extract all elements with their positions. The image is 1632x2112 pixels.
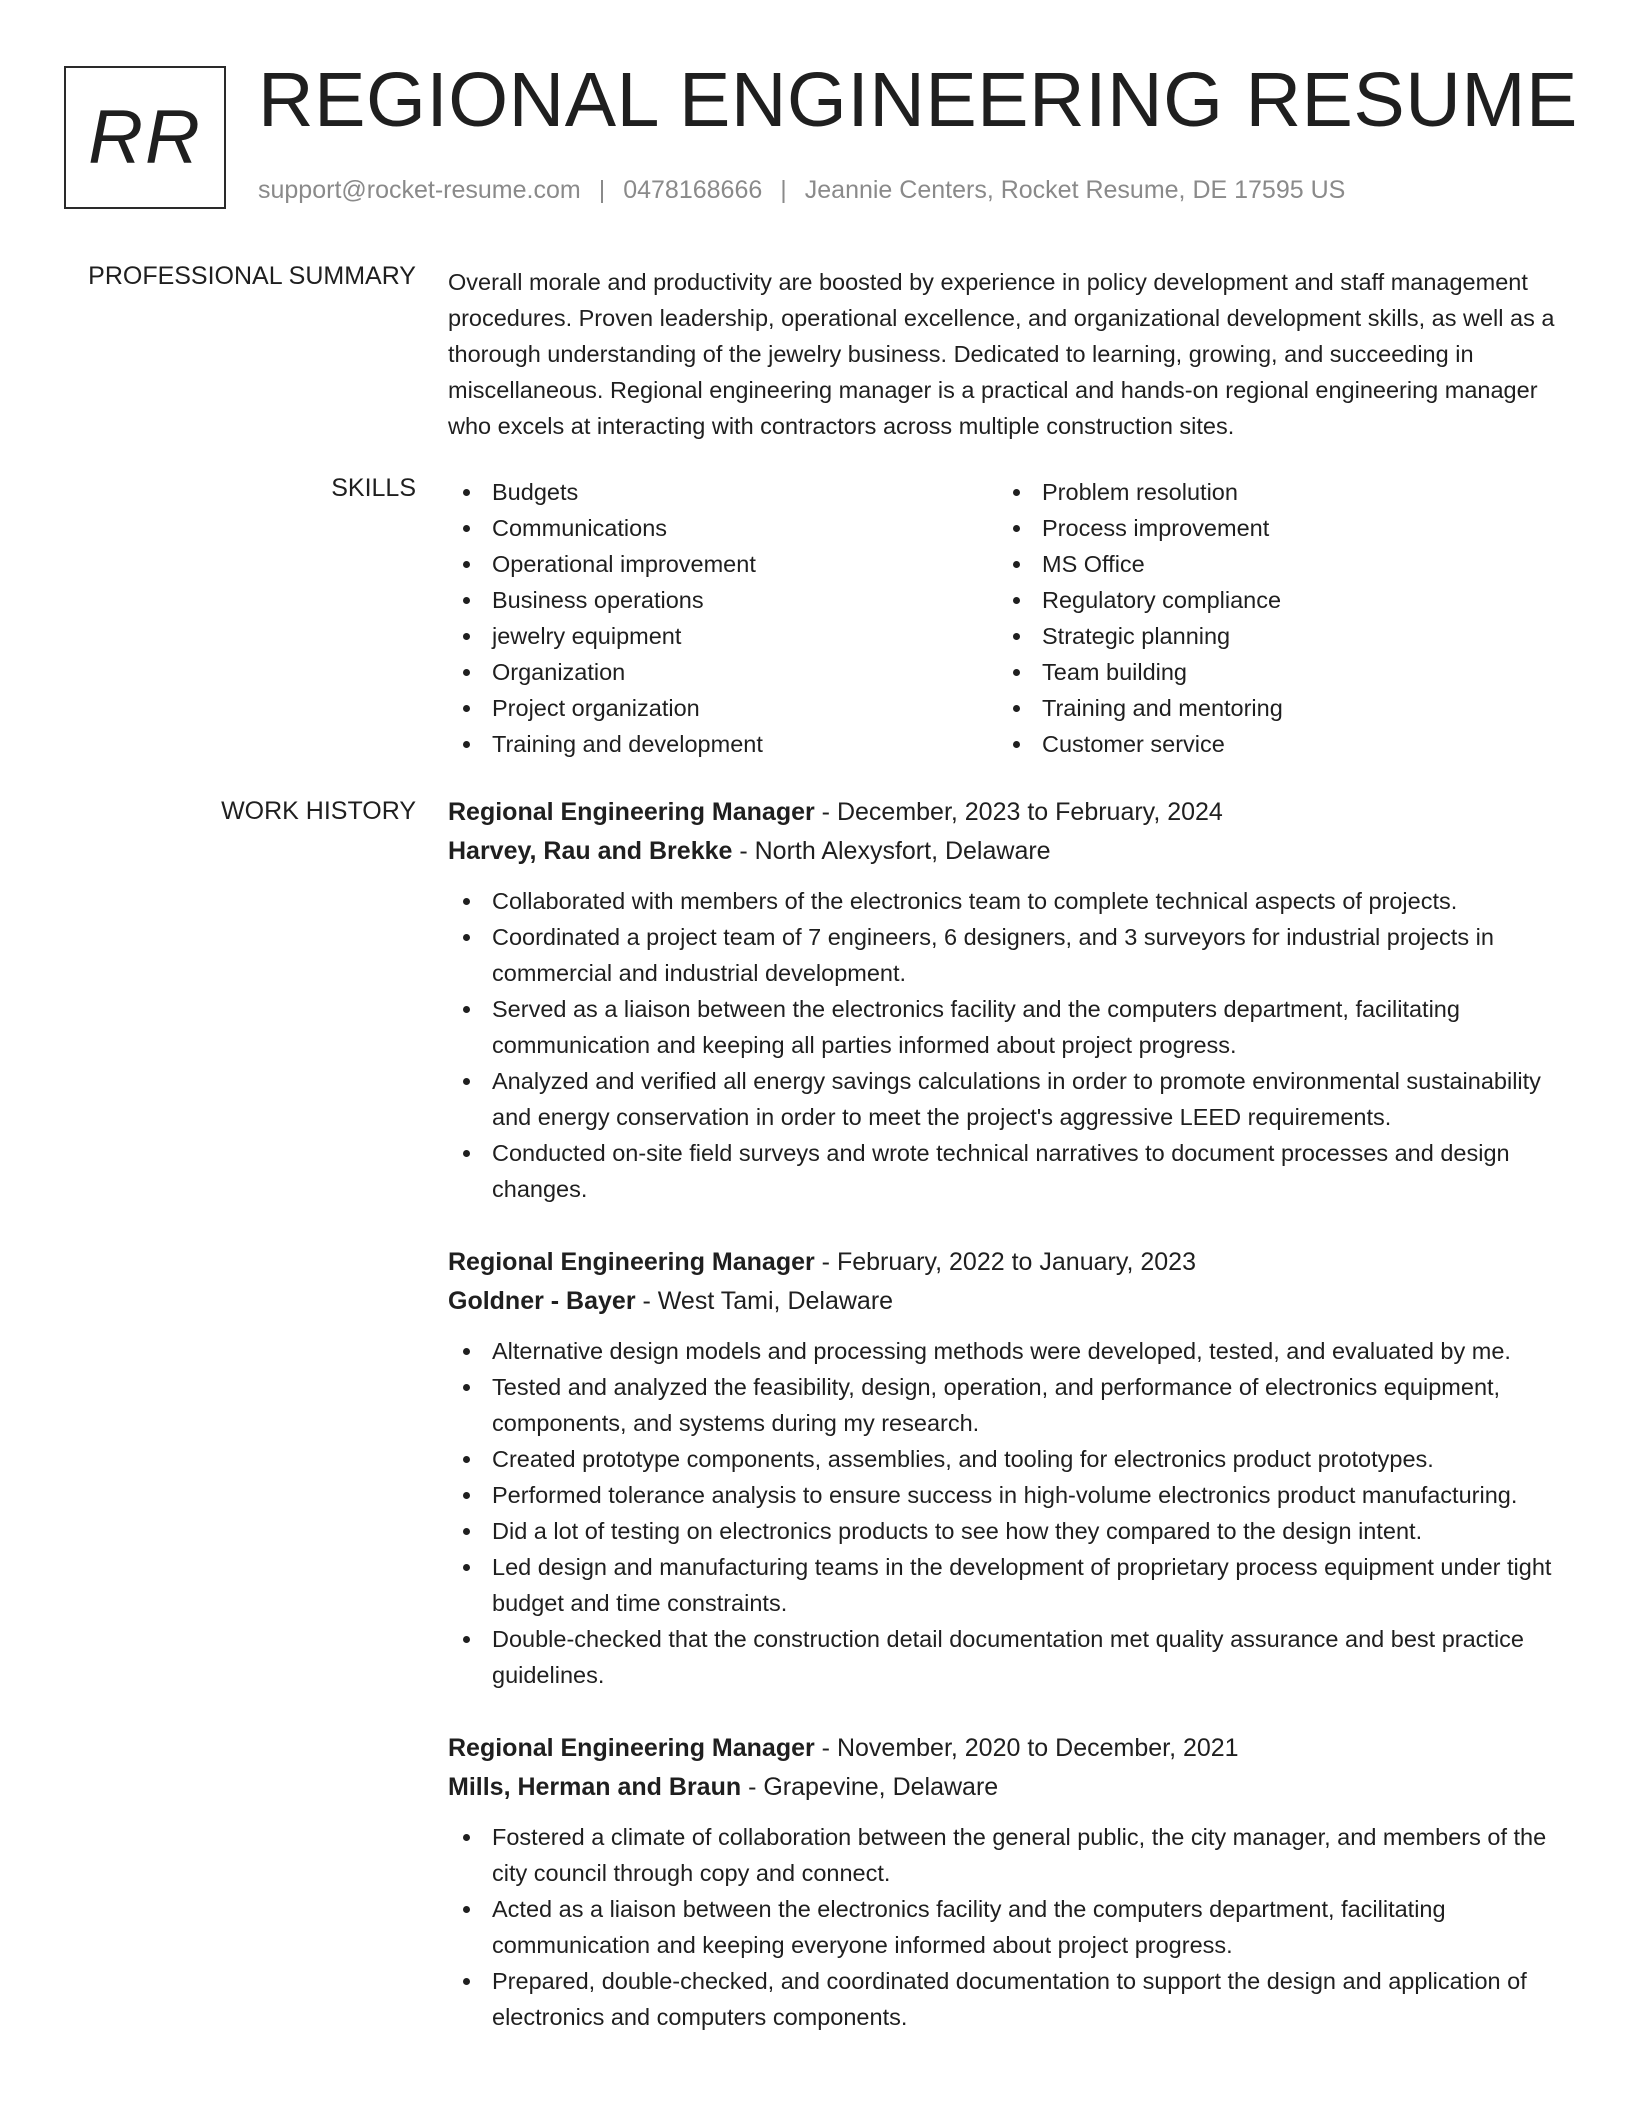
job-heading bbox=[448, 1729, 1568, 1768]
job-title: Regional Engineering Manager bbox=[448, 1248, 815, 1276]
skill-item: Communications bbox=[448, 510, 998, 546]
skill-item: Budgets bbox=[448, 474, 998, 510]
job-bullet: Did a lot of testing on electronics products to see how they compared to the design intent. bbox=[448, 1513, 1568, 1549]
job-bullet: Led design and manufacturing teams in the development of proprietary process equipment under tight budget and time constraints. bbox=[448, 1549, 1568, 1621]
contact-separator: | bbox=[598, 176, 606, 204]
contact-phone: 0478168666 bbox=[623, 176, 763, 204]
job-location: - Grapevine, Delaware bbox=[741, 1773, 999, 1801]
skill-item: Customer service bbox=[998, 726, 1548, 762]
contact-email: support@rocket-resume.com bbox=[258, 176, 581, 204]
job-entry bbox=[448, 1243, 1568, 1693]
skill-item: Training and development bbox=[448, 726, 998, 762]
job-location: - West Tami, Delaware bbox=[635, 1287, 894, 1315]
summary-label: PROFESSIONAL SUMMARY bbox=[88, 262, 416, 290]
skill-item: Process improvement bbox=[998, 510, 1548, 546]
contact-separator: | bbox=[780, 176, 787, 204]
job-employer bbox=[448, 832, 1568, 871]
contact-line bbox=[258, 176, 1345, 205]
job-dates: - December, 2023 to February, 2024 bbox=[814, 798, 1223, 826]
job-title: Regional Engineering Manager bbox=[448, 1734, 815, 1762]
job-bullet: Fostered a climate of collaboration between the general public, the city manager, and members of the city council through copy and connect. bbox=[448, 1819, 1568, 1891]
skill-item: Business operations bbox=[448, 582, 998, 618]
job-bullet: Tested and analyzed the feasibility, design, operation, and performance of electronics equipment, components, and systems during my research. bbox=[448, 1369, 1568, 1441]
job-employer bbox=[448, 1282, 1568, 1321]
job-employer bbox=[448, 1768, 1568, 1807]
job-bullet: Analyzed and verified all energy savings calculations in order to promote environmental sustainability and energy conservation in order to meet the project's aggressive LEED requirements. bbox=[448, 1063, 1568, 1135]
work-history-body bbox=[448, 793, 1568, 2071]
job-heading bbox=[448, 793, 1568, 832]
contact-address: Jeannie Centers, Rocket Resume, DE 17595 US bbox=[804, 176, 1346, 204]
monogram-logo: RR bbox=[64, 66, 226, 209]
job-heading bbox=[448, 1243, 1568, 1282]
resume-title: REGIONAL ENGINEERING RESUME bbox=[258, 57, 1578, 143]
job-bullet-list bbox=[448, 883, 1568, 1207]
job-bullet: Prepared, double-checked, and coordinated documentation to support the design and application of electronics and computers components. bbox=[448, 1963, 1568, 2035]
job-location: - North Alexysfort, Delaware bbox=[732, 837, 1051, 865]
job-bullet: Coordinated a project team of 7 engineers, 6 designers, and 3 surveyors for industrial projects in commercial and industrial development. bbox=[448, 919, 1568, 991]
skill-item: Organization bbox=[448, 654, 998, 690]
skills-body bbox=[448, 474, 1568, 762]
job-dates: - November, 2020 to December, 2021 bbox=[814, 1734, 1239, 1762]
job-entry bbox=[448, 793, 1568, 1207]
job-bullet: Alternative design models and processing methods were developed, tested, and evaluated by me. bbox=[448, 1333, 1568, 1369]
skill-item: Team building bbox=[998, 654, 1548, 690]
skill-item: jewelry equipment bbox=[448, 618, 998, 654]
job-bullet-list bbox=[448, 1819, 1568, 2035]
job-title: Regional Engineering Manager bbox=[448, 798, 815, 826]
skills-list-left bbox=[448, 474, 998, 762]
job-company: Harvey, Rau and Brekke bbox=[448, 837, 733, 865]
job-bullet: Acted as a liaison between the electronics facility and the computers department, facilitating communication and keeping everyone informed about project progress. bbox=[448, 1891, 1568, 1963]
skill-item: Strategic planning bbox=[998, 618, 1548, 654]
skills-label: SKILLS bbox=[331, 474, 416, 502]
skill-item: Operational improvement bbox=[448, 546, 998, 582]
job-bullet: Served as a liaison between the electronics facility and the computers department, facilitating communication and keeping all parties informed about project progress. bbox=[448, 991, 1568, 1063]
job-bullet: Created prototype components, assemblies, and tooling for electronics product prototypes. bbox=[448, 1441, 1568, 1477]
summary-body bbox=[448, 264, 1568, 444]
job-bullet: Conducted on-site field surveys and wrote technical narratives to document processes and design changes. bbox=[448, 1135, 1568, 1207]
job-bullet: Collaborated with members of the electronics team to complete technical aspects of projects. bbox=[448, 883, 1568, 919]
skill-item: MS Office bbox=[998, 546, 1548, 582]
job-company: Mills, Herman and Braun bbox=[448, 1773, 742, 1801]
skills-list-right bbox=[998, 474, 1548, 762]
job-bullet: Double-checked that the construction detail documentation met quality assurance and best practice guidelines. bbox=[448, 1621, 1568, 1693]
summary-text: Overall morale and productivity are boosted by experience in policy development and staff management procedures. Proven leadership, operational excellence, and organizational development skills, as well as a thorough understanding of the jewelry business. Dedicated to learning, growing, and succeeding in miscellaneous. Regional engineering manager is a practical and hands-on regional engineering manager who excels at interacting with contractors across multiple construction sites. bbox=[448, 269, 1555, 439]
skill-item: Regulatory compliance bbox=[998, 582, 1548, 618]
skill-item: Project organization bbox=[448, 690, 998, 726]
work-history-label: WORK HISTORY bbox=[221, 797, 416, 825]
job-bullet: Performed tolerance analysis to ensure success in high-volume electronics product manufacturing. bbox=[448, 1477, 1568, 1513]
job-entry bbox=[448, 1729, 1568, 2035]
skill-item: Training and mentoring bbox=[998, 690, 1548, 726]
job-bullet-list bbox=[448, 1333, 1568, 1693]
job-dates: - February, 2022 to January, 2023 bbox=[814, 1248, 1196, 1276]
skill-item: Problem resolution bbox=[998, 474, 1548, 510]
job-company: Goldner - Bayer bbox=[448, 1287, 636, 1315]
